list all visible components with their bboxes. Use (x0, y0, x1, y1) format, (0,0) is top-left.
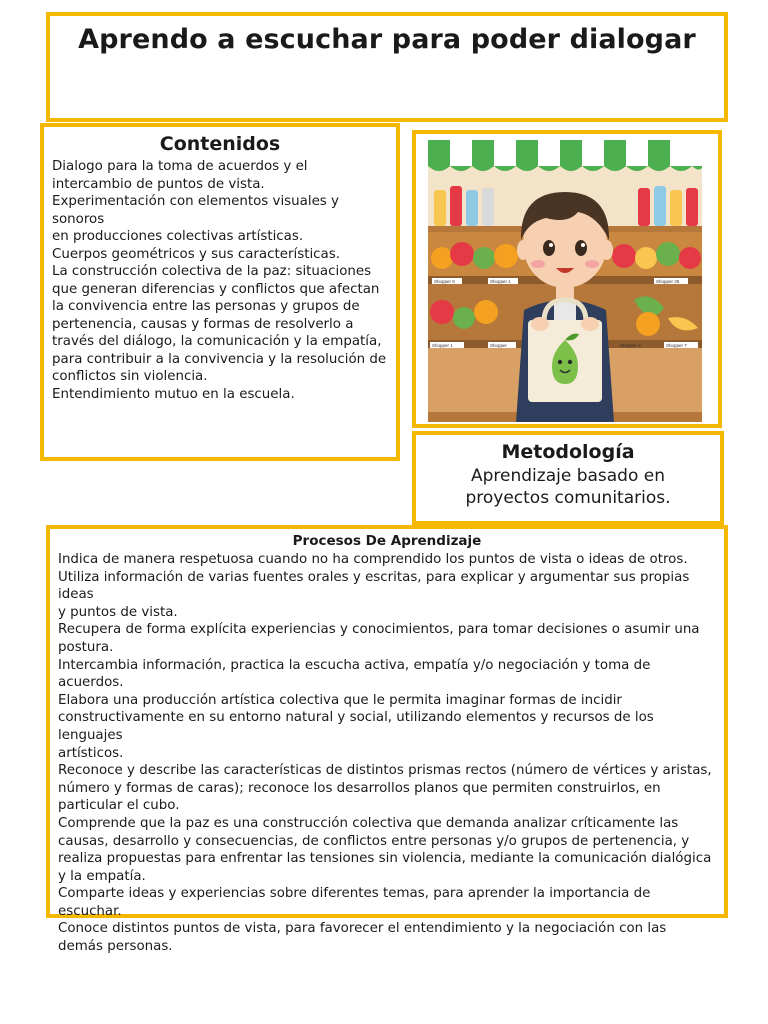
procesos-line: constructivamente en su entorno natural y social, utilizando elementos y recursos de los lenguajes (58, 710, 654, 743)
metodologia-line: Aprendizaje basado en (470, 466, 666, 486)
metodologia-line: proyectos comunitarios. (465, 488, 671, 508)
procesos-line: Recupera de forma explícita experiencias y conocimientos, para tomar decisiones o asumir una (58, 622, 700, 638)
illustration-frame (412, 130, 722, 428)
procesos-box (46, 525, 728, 955)
contenidos-line: pertenencia, causas y formas de resolverlo a (52, 316, 354, 332)
awning (428, 140, 702, 171)
contenidos-line: La construcción colectiva de la paz: situaciones (52, 264, 372, 279)
contenidos-line: la convivencia entre las personas y grupos de (52, 299, 360, 314)
procesos-line: Reconoce y describe las características de distintos prismas rectos (número de vértices y aristas, (58, 763, 712, 779)
procesos-line: Comparte ideas y experiencias sobre diferentes temas, para aprender la importancia de (58, 886, 651, 902)
contenidos-line: Dialogo para la toma de acuerdos y el (52, 159, 308, 174)
procesos-line: artísticos. (58, 745, 124, 761)
procesos-line: Conoce distintos puntos de vista, para favorecer el entendimiento y la negociación con las (58, 921, 667, 937)
metodologia-text (416, 465, 720, 509)
contenidos-line: Entendimiento mutuo en la escuela. (52, 386, 295, 402)
contenidos-line: en producciones colectivas artísticas. (52, 229, 304, 244)
shelf-label: Shopper 7 (666, 343, 687, 348)
boy-with-shopping-bag-at-market-illustration (428, 140, 702, 422)
contenidos-heading: Contenidos (159, 133, 281, 155)
procesos-line: y puntos de vista. (58, 604, 178, 620)
shelf-label: Shopper 25 (656, 279, 680, 284)
shelf-label: Shopper 1 (432, 343, 453, 348)
procesos-line: realiza propuestas para enfrentar las tensiones sin violencia, mediante la comunicación dialógica (58, 851, 712, 867)
procesos-line: y la empatía. (58, 868, 146, 884)
shelf-label: Shopper (490, 343, 508, 348)
shelf-label: Shopper 5 (434, 279, 455, 284)
procesos-line: Intercambia información, practica la escucha activa, empatía y/o negociación y toma de (58, 657, 651, 673)
contenidos-box (40, 123, 400, 461)
procesos-line: postura. (58, 639, 114, 655)
contenidos-line: que generan diferencias y conflictos que afectan (52, 281, 380, 297)
metodologia-heading: Metodología (501, 441, 635, 463)
metodologia-box (412, 431, 724, 525)
contenidos-line: para contribuir a la convivencia y la resolución de (52, 351, 387, 367)
procesos-line: escuchar. (58, 903, 122, 919)
procesos-line: Utiliza información de varias fuentes orales y escritas, para explicar y argumentar sus propias ideas (58, 569, 690, 603)
procesos-line: particular el cubo. (58, 798, 180, 814)
procesos-text (58, 551, 716, 956)
contenidos-line: través del diálogo, la comunicación y la empatía, (52, 334, 382, 349)
procesos-line: número y formas de caras); reconoce los desarrollos planos que permiten construirlos, en (58, 780, 661, 796)
contenidos-text (52, 158, 388, 403)
contenidos-line: Experimentación con elementos visuales y sonoros (52, 194, 339, 227)
shelf-label: Shopper 1 (490, 279, 511, 284)
page-title: Aprendo a escuchar para poder dialogar (78, 24, 696, 55)
shelf-label: Shopper 2 (620, 343, 641, 348)
title-box (46, 12, 728, 122)
contenidos-line: intercambio de puntos de vista. (52, 176, 265, 192)
contenidos-line: Cuerpos geométricos y sus características. (52, 246, 340, 262)
procesos-line: Elabora una producción artística colectiva que le permita imaginar formas de incidir (58, 692, 622, 708)
procesos-line: Comprende que la paz es una construcción colectiva que demanda analizar críticamente las (58, 815, 679, 831)
procesos-line: acuerdos. (58, 675, 124, 691)
procesos-line: causas, desarrollo y consecuencias, de conflictos entre personas y/o grupos de pertenencia, y (58, 833, 690, 849)
procesos-line: Indica de manera respetuosa cuando no ha comprendido los puntos de vista o ideas de otros. (58, 552, 688, 567)
contenidos-line: conflictos sin violencia. (52, 369, 208, 384)
procesos-line: demás personas. (58, 939, 173, 955)
procesos-heading: Procesos De Aprendizaje (292, 533, 482, 549)
market-illustration (428, 140, 702, 426)
